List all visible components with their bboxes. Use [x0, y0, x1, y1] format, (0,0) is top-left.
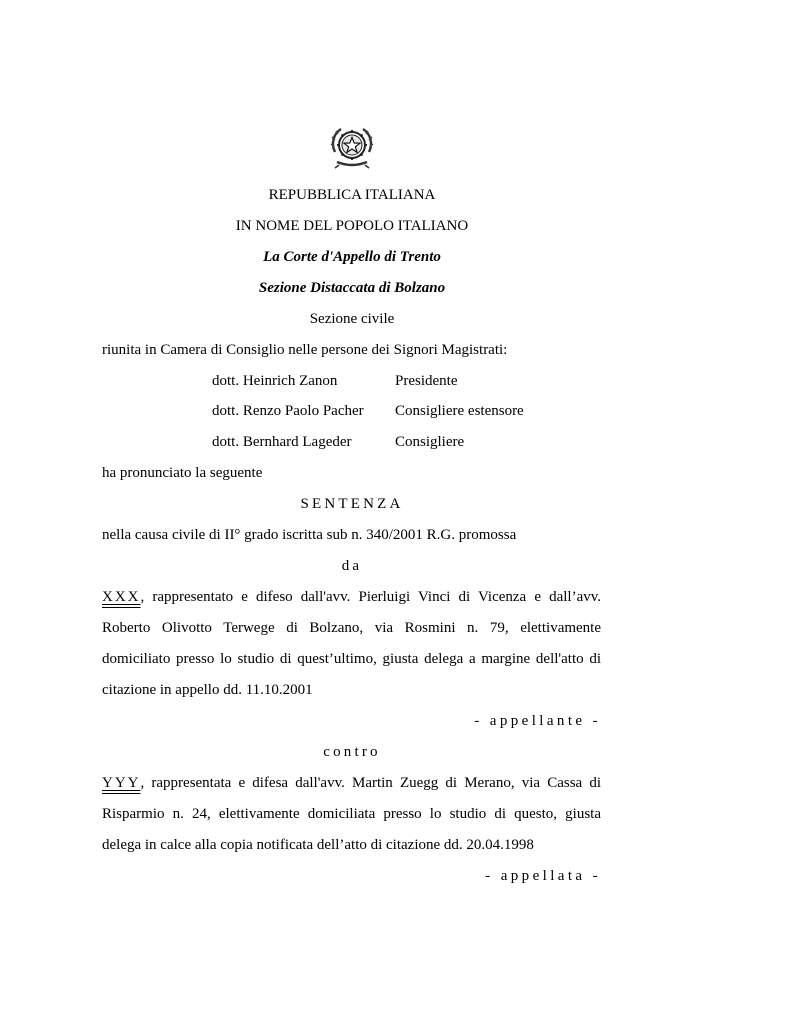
appellant-name: XXX [102, 589, 141, 605]
against-label: contro [323, 744, 381, 760]
magistrate-role: Presidente [395, 373, 458, 389]
sentence-title: SENTENZA [300, 496, 404, 512]
civil-section-heading: Sezione civile [309, 311, 395, 327]
appellee-line1: , rappresentata e difesa dall'avv. Martin Zuegg di Merano, via Cassa di [140, 775, 601, 791]
republic-heading: REPUBBLICA ITALIANA [268, 187, 436, 203]
magistrate-role: Consigliere estensore [395, 403, 524, 419]
appellant-line4: citazione in appello dd. 11.10.2001 [102, 682, 313, 698]
section-heading: Sezione Distaccata di Bolzano [258, 280, 446, 296]
magistrate-role: Consigliere [395, 434, 465, 450]
appellee-role: - appellata - [485, 868, 601, 884]
appellant-paragraph-line [102, 588, 601, 606]
appellee-name: YYY [102, 775, 141, 791]
appellant-line1: , rappresentato e difeso dall'avv. Pierluigi Vinci di Vicenza e dall’avv. [140, 589, 601, 605]
magistrate-name: dott. Heinrich Zanon [212, 373, 338, 389]
magistrate-name: dott. Bernhard Lageder [212, 434, 352, 450]
appellee-paragraph-line [102, 774, 601, 792]
appellant-line2: Roberto Olivotto Terwege di Bolzano, via Rosmini n. 79, elettivamente [102, 620, 601, 636]
court-heading: La Corte d'Appello di Trento [263, 249, 441, 265]
appellant-role: - appellante - [474, 713, 601, 729]
italian-republic-emblem-icon [327, 122, 377, 170]
appellee-line3: delega in calce alla copia notificata dell’atto di citazione dd. 20.04.1998 [102, 837, 534, 853]
in-name-heading: IN NOME DEL POPOLO ITALIANO [235, 218, 469, 234]
appellee-line2: Risparmio n. 24, elettivamente domiciliata presso lo studio di questo, giusta [102, 806, 601, 822]
appellant-line3: domiciliato presso lo studio di quest’ultimo, giusta delega a margine dell'atto di [102, 651, 601, 667]
case-line: nella causa civile di II° grado iscritta sub n. 340/2001 R.G. promossa [102, 527, 517, 543]
assembled-text: riunita in Camera di Consiglio nelle persone dei Signori Magistrati: [102, 342, 508, 358]
from-label: da [341, 558, 363, 574]
pronounced-text: ha pronunciato la seguente [102, 465, 263, 481]
magistrate-name: dott. Renzo Paolo Pacher [212, 403, 364, 419]
